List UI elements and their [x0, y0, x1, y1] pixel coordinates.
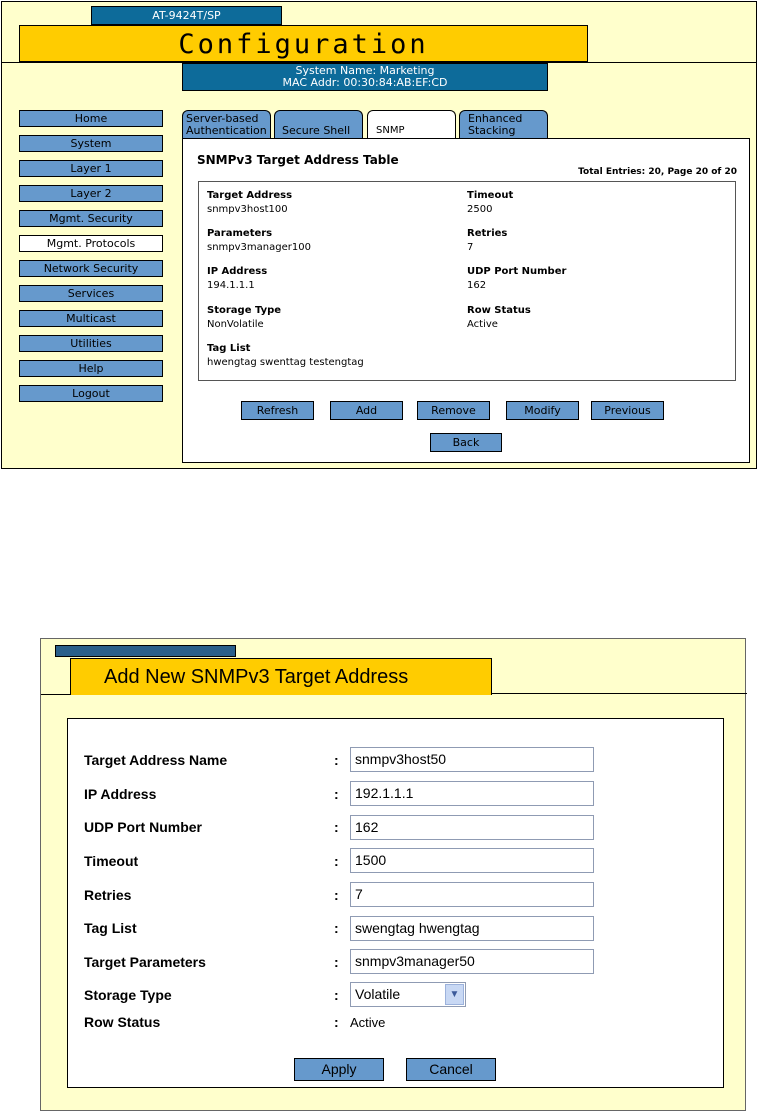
dialog-title: Add New SNMPv3 Target Address: [104, 666, 409, 688]
target-address-name-label: Target Address Name: [84, 752, 228, 768]
tab-label-line2: SNMP: [376, 125, 405, 136]
field-value: Active: [467, 319, 498, 330]
sidebar-item-multicast[interactable]: Multicast: [19, 310, 163, 327]
model-label: AT-9424T/SP: [91, 6, 282, 25]
tab-enhanced-stacking[interactable]: [459, 110, 548, 139]
colon: :: [334, 987, 339, 1003]
udp-port-input[interactable]: 162: [350, 815, 594, 840]
tab-secure-shell[interactable]: [274, 110, 363, 139]
field-parameters: [207, 228, 311, 254]
dialog-title-bar: [70, 658, 492, 695]
field-value: 7: [467, 242, 474, 253]
colon: :: [334, 853, 339, 869]
sidebar-item-layer1[interactable]: Layer 1: [19, 160, 163, 177]
colon: :: [334, 887, 339, 903]
timeout-input[interactable]: 1500: [350, 848, 594, 873]
tag-list-label: Tag List: [84, 920, 137, 936]
tab-snmp[interactable]: [367, 110, 456, 140]
add-form-panel: [67, 718, 724, 1088]
sidebar-item-logout[interactable]: Logout: [19, 385, 163, 402]
field-value: snmpv3manager100: [207, 242, 311, 253]
title-divider-left: [41, 694, 70, 695]
field-value: 2500: [467, 204, 493, 215]
chevron-down-icon[interactable]: ▼: [445, 984, 464, 1005]
sidebar-item-mgmt-security[interactable]: Mgmt. Security: [19, 210, 163, 227]
previous-button[interactable]: Previous: [591, 401, 664, 420]
field-label: Target Address: [207, 190, 293, 201]
sidebar-item-home[interactable]: Home: [19, 110, 163, 127]
colon: :: [334, 786, 339, 802]
field-label: Storage Type: [207, 305, 282, 316]
target-parameters-label: Target Parameters: [84, 954, 206, 970]
colon: :: [334, 954, 339, 970]
retries-label: Retries: [84, 887, 132, 903]
modify-button[interactable]: Modify: [506, 401, 579, 420]
field-label: Tag List: [207, 343, 251, 354]
remove-button[interactable]: Remove: [417, 401, 490, 420]
cancel-button[interactable]: Cancel: [406, 1058, 496, 1081]
field-retries: [467, 228, 507, 254]
field-ip-address: [207, 266, 267, 292]
field-timeout: [467, 190, 513, 216]
sidebar-item-network-security[interactable]: Network Security: [19, 260, 163, 277]
storage-type-select[interactable]: [350, 982, 466, 1007]
refresh-button[interactable]: Refresh: [241, 401, 314, 420]
tab-label-line1: [371, 113, 452, 125]
field-value: hwengtag swenttag testengtag: [207, 357, 364, 368]
target-address-panel: [182, 138, 750, 463]
tab-label-line2: Stacking: [468, 124, 516, 137]
storage-type-selected: Volatile: [355, 986, 401, 1002]
row-status-value: Active: [350, 1015, 386, 1030]
field-label: Parameters: [207, 228, 273, 239]
row-status-label: Row Status: [84, 1014, 161, 1030]
add-button[interactable]: Add: [330, 401, 403, 420]
field-value: 194.1.1.1: [207, 280, 255, 291]
retries-input[interactable]: 7: [350, 882, 594, 907]
ip-address-label: IP Address: [84, 786, 157, 802]
colon: :: [334, 752, 339, 768]
colon: :: [334, 819, 339, 835]
title-bar: [19, 25, 588, 62]
page-title: Configuration: [178, 29, 429, 60]
field-udp-port: [467, 266, 566, 292]
tab-label-line2: Authentication: [186, 124, 267, 137]
field-tag-list: [207, 343, 364, 369]
system-info: [182, 63, 548, 91]
dialog-tab-strip: [55, 645, 236, 657]
total-entries: Total Entries: 20, Page 20 of 20: [578, 167, 737, 177]
colon: :: [334, 920, 339, 936]
tab-label-line2: Secure Shell: [282, 124, 351, 137]
mac-address: MAC Addr: 00:30:84:AB:EF:CD: [282, 76, 448, 89]
sidebar-item-system[interactable]: System: [19, 135, 163, 152]
field-label: Timeout: [467, 190, 514, 201]
field-label: Retries: [467, 228, 508, 239]
field-row-status: [467, 305, 531, 331]
sidebar-item-mgmt-protocols[interactable]: Mgmt. Protocols: [19, 235, 163, 252]
field-storage-type: [207, 305, 281, 331]
sidebar-item-layer2[interactable]: Layer 2: [19, 185, 163, 202]
sidebar-item-help[interactable]: Help: [19, 360, 163, 377]
apply-button[interactable]: Apply: [294, 1058, 384, 1081]
tab-label-line1: Server-based: [186, 112, 259, 125]
title-divider-right: [492, 693, 747, 694]
tab-server-based-authentication[interactable]: [182, 110, 271, 139]
sidebar-item-services[interactable]: Services: [19, 285, 163, 302]
target-address-name-input[interactable]: snmpv3host50: [350, 747, 594, 772]
colon: :: [334, 1014, 339, 1030]
tab-label-line1: Enhanced: [468, 112, 523, 125]
panel-title: SNMPv3 Target Address Table: [197, 153, 399, 167]
entry-details: [198, 181, 736, 381]
sidebar-item-utilities[interactable]: Utilities: [19, 335, 163, 352]
ip-address-input[interactable]: 192.1.1.1: [350, 781, 594, 806]
field-label: Row Status: [467, 305, 531, 316]
target-parameters-input[interactable]: snmpv3manager50: [350, 949, 594, 974]
storage-type-label: Storage Type: [84, 987, 172, 1003]
back-button[interactable]: Back: [430, 433, 502, 452]
field-label: UDP Port Number: [467, 266, 567, 277]
field-value: NonVolatile: [207, 319, 264, 330]
timeout-label: Timeout: [84, 853, 139, 869]
field-value: 162: [467, 280, 487, 291]
configuration-screen: [0, 0, 758, 470]
add-target-address-dialog: [40, 638, 746, 1111]
system-name: System Name: Marketing: [295, 64, 435, 77]
udp-port-label: UDP Port Number: [84, 819, 202, 835]
tag-list-input[interactable]: swengtag hwengtag: [350, 916, 594, 941]
field-label: IP Address: [207, 266, 268, 277]
field-target-address: [207, 190, 292, 216]
field-value: snmpv3host100: [207, 204, 288, 215]
